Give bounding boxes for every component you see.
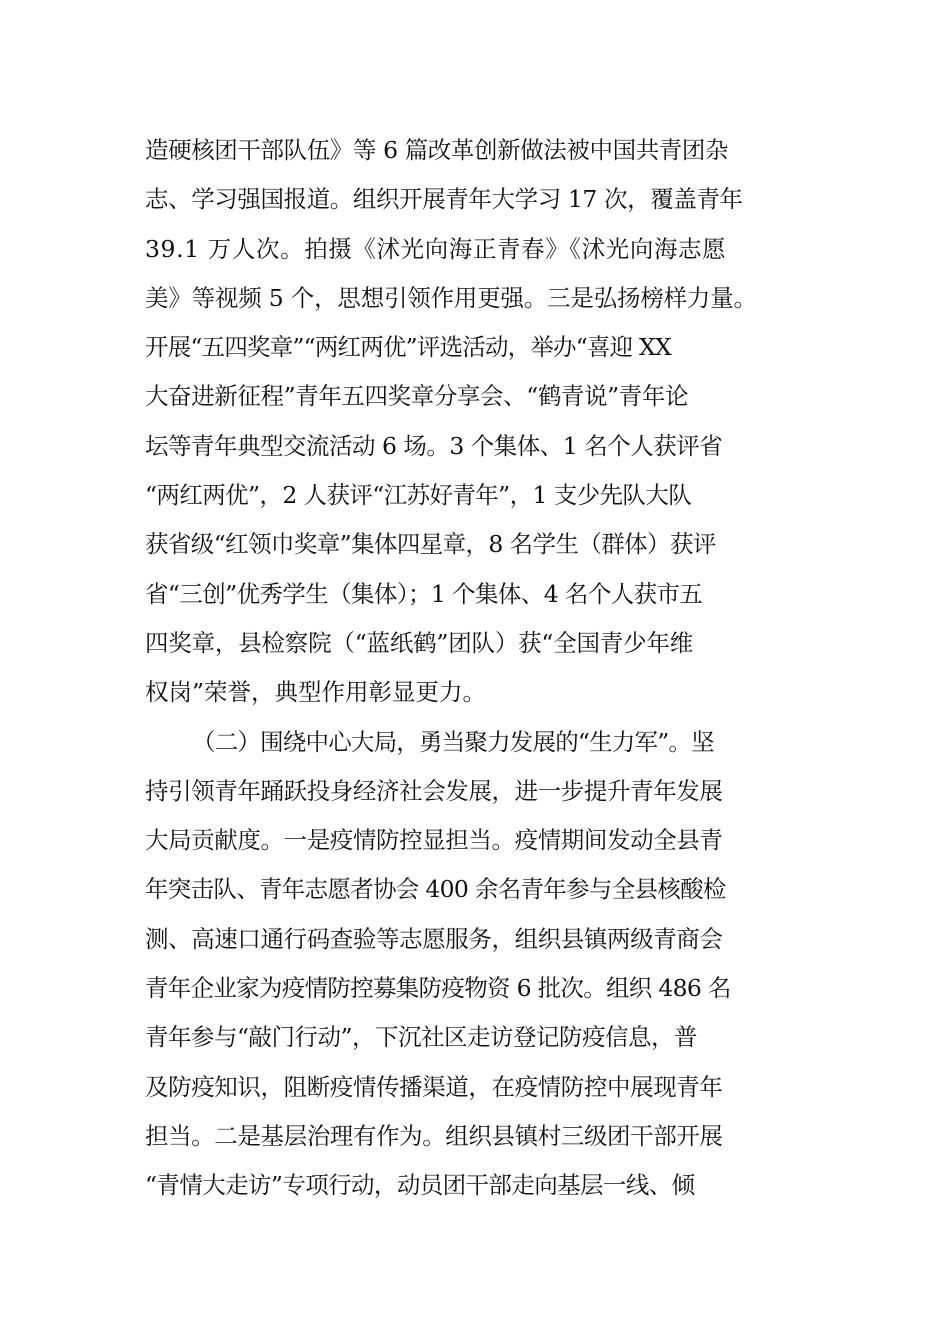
text-line: “两红两优”，2 人获评“江苏好青年”，1 支少先队大队 (145, 481, 692, 510)
text-line: 权岗”荣誉，典型作用彰显更力。 (145, 678, 487, 707)
text-line: 39.1 万人次。拍摄《沭光向海正青春》《沭光向海志愿 (145, 234, 727, 263)
text-line: 坛等青年典型交流活动 6 场。3 个集体、1 名个人获评省 (145, 431, 723, 460)
text-line: 美》等视频 5 个，思想引领作用更强。三是弘扬榜样力量。 (145, 283, 757, 312)
body-text (145, 126, 825, 1211)
text-line: 造硬核团干部队伍》等 6 篇改革创新做法被中国共青团杂 (145, 136, 729, 164)
text-line: 年突击队、青年志愿者协会 400 余名青年参与全县核酸检 (145, 875, 726, 904)
text-line: 持引领青年踊跃投身经济社会发展，进一步提升青年发展 (145, 776, 723, 805)
paragraph-start-line: （二）围绕中心大局，勇当聚力发展的“生力军”。坚 (192, 727, 714, 756)
text-line: 四奖章，县检察院（“蓝纸鹤”团队）获“全国青少年维 (145, 628, 694, 657)
text-line: “青情大走访”专项行动，动员团干部走向基层一线、倾 (145, 1171, 695, 1200)
text-line: 获省级“红领巾奖章”集体四星章，8 名学生（群体）获评 (145, 530, 716, 559)
text-line: 测、高速口通行码查验等志愿服务，组织县镇两级青商会 (145, 924, 723, 953)
text-line: 大局贡献度。一是疫情防控显担当。疫情期间发动全县青 (145, 826, 723, 855)
text-line: 及防疫知识，阻断疫情传播渠道，在疫情防控中展现青年 (145, 1072, 723, 1101)
text-line: 担当。二是基层治理有作为。组织县镇村三级团干部开展 (145, 1121, 723, 1150)
text-line: 青年参与“敲门行动”，下沉社区走访登记防疫信息，普 (145, 1023, 698, 1052)
text-line: 开展“五四奖章”“两红两优”评选活动，举办“喜迎 XX (145, 333, 671, 362)
text-line: 志、学习强国报道。组织开展青年大学习 17 次，覆盖青年 (145, 185, 743, 214)
text-line: 大奋进新征程”青年五四奖章分享会、“鹤青说”青年论 (145, 382, 689, 411)
text-line: 青年企业家为疫情防控募集防疫物资 6 批次。组织 486 名 (145, 974, 731, 1003)
text-line: 省“三创”优秀学生（集体）；1 个集体、4 名个人获市五 (145, 579, 703, 608)
